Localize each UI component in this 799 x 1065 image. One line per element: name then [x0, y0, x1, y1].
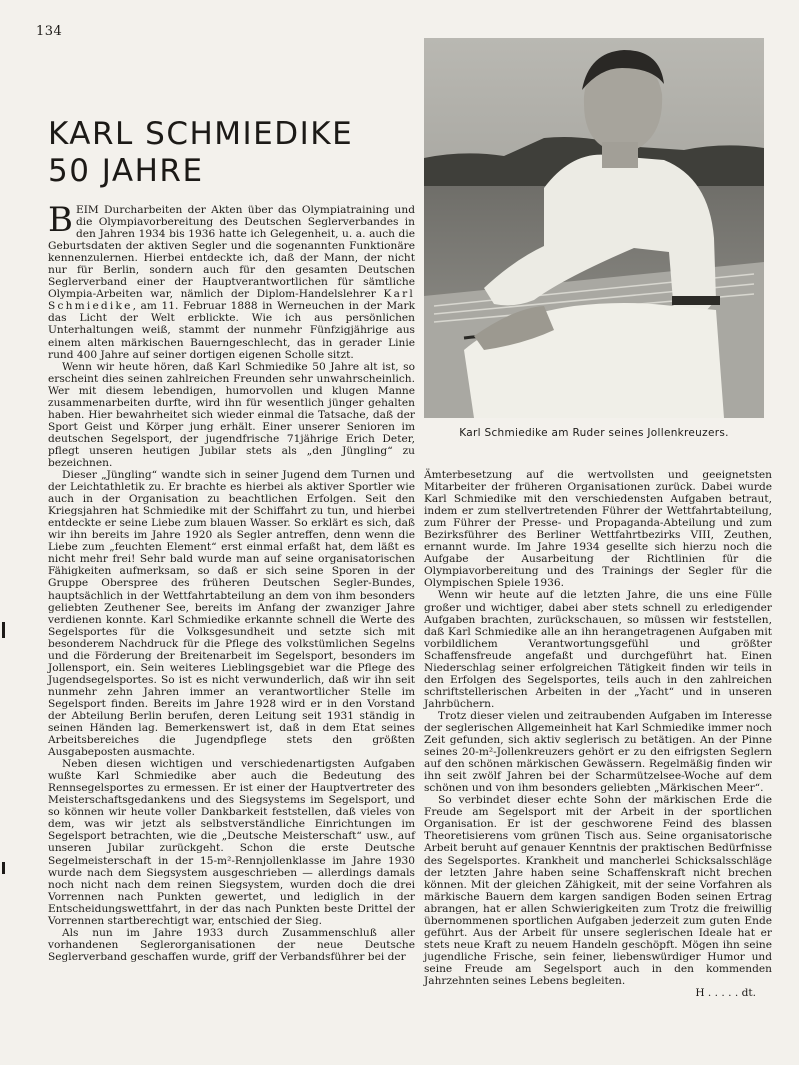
article-title — [48, 116, 408, 190]
margin-mark — [2, 622, 5, 638]
photo-caption: Karl Schmiedike am Ruder seines Jollenkreuzers. — [459, 427, 729, 439]
article-column-left — [48, 200, 415, 963]
paragraph: Dieser „Jüngling“ wandte sich in seiner Jugend dem Turnen und der Leichtathletik zu. Er brachte es hierbei als aktiver Sportler wie auch in der Organisation zu beachtlichen Erfolgen. Seit den Kriegsjahren hat Schmiedike mit der Schiffahrt zu tun, und hierbei entdeckte er seine Liebe zum blauen Wasser. So erklärt es sich, daß wir ihn bereits im Jahre 1920 als Segler antreffen, denn wenn die Liebe zum „feuchten Element“ erst einmal erfaßt hat, dem läßt es nicht mehr frei! Sehr bald wurde man auf seine organisatorischen Fähigkeiten aufmerksam, so daß er sich seine Sporen in der Gruppe Oberspree des früheren Deutschen Segler-Bundes, hauptsächlich in der Wettfahrtabteilung an dem von ihm besonders geliebten Zeuthener See, bereits im Anfang der zwanziger Jahre verdienen konnte. Karl Schmiedike erkannte schnell die Werte des Segelsportes für die Volksgesundheit und setzte sich mit besonderem Nachdruck für die Pflege des volkstümlichen Segelns und die Förderung der Breitenarbeit im Segelsport, besonders im Jollensport, ein. Sein weiteres Lieblingsgebiet war die Pflege des Jugendsegelsportes. So ist es nicht verwunderlich, daß wir ihn seit nunmehr zehn Jahren immer an verantwortlicher Stelle im Segelsport finden. Bereits im Jahre 1928 wird er in den Vorstand der Abteilung Berlin berufen, deren Leitung seit 1931 ständig in seinen Händen lag. Bemerkenswert ist, daß in dem Etat seines Arbeitsbereiches die Jugendpflege stets den größten Ausgabeposten ausmachte. — [48, 469, 415, 759]
paragraph: Ämterbesetzung auf die wertvollsten und geeignetsten Mitarbeiter der früheren Organisationen zurück. Dabei wurde Karl Schmiedike mit den verschiedensten Aufgaben betraut, indem er zum stellvertretenden Führer der Wettfahrtabteilung, zum Führer der Presse- und Propaganda-Abteilung und zum Bezirksführer des Berliner Wettfahrtbezirks VIII, Zeuthen, ernannt wurde. Im Jahre 1934 gesellte sich hierzu noch die Aufgabe der Ausarbeitung der Richtlinien für die Olympiavorbereitung und des Trainings der Segler für die Olympischen Spiele 1936. — [424, 469, 772, 590]
article-column-right — [424, 469, 772, 999]
page-number: 134 — [36, 24, 63, 39]
drop-cap: B — [48, 200, 73, 240]
spaced-name: Karl Schmiedike — [48, 288, 415, 313]
title-line-name: KARL SCHMIEDIKE — [48, 116, 354, 152]
paragraph-text: , am 11. Februar 1888 in Werneuchen in der Mark das Licht der Welt erblickte. Wie ich aus persönlichen Unterhaltungen weiß, stammt der nunmehr Fünfzigjährige aus einem alten märkischen Bauerngeschlecht, das in gerader Linie rund 400 Jahre auf seiner dortigen eigenen Scholle sitzt. — [48, 300, 415, 361]
margin-mark — [2, 862, 5, 874]
paragraph: Neben diesen wichtigen und verschiedenartigsten Aufgaben wußte Karl Schmiedike aber auch die Bedeutung des Rennsegelsportes zu ermessen. Er ist einer der Hauptvertreter des Meisterschaftsgedankens und des Siegsystems im Segelsport, und so können wir heute voller Dankbarkeit feststellen, daß vieles von dem, was wir jetzt als selbstverständliche Einrichtungen im Segelsport betrachten, wie die „Deutsche Meisterschaft“ usw., auf unseren Jubilar zurückgeht. Schon die erste Deutsche Segelmeisterschaft in der 15-m²-Rennjollenklasse im Jahre 1930 wurde nach dem Siegsystem ausgeschrieben — allerdings damals noch nicht nach dem reinen Siegsystem, wurden doch die drei Vorrennen nach Punkten gewertet, und lediglich in der Entscheidungswettfahrt, in der das nach Punkten beste Drittel der Vorrennen startberechtigt war, entschied der Sieg. — [48, 758, 415, 927]
title-line-age: 50 JAHRE — [48, 153, 204, 189]
paragraph: Als nun im Jahre 1933 durch Zusammenschluß aller vorhandenen Seglerorganisationen der neue Deutsche Seglerverband geschaffen wurde, griff der Verbandsführer bei der — [48, 926, 415, 963]
paragraph: Wenn wir heute hören, daß Karl Schmiedike 50 Jahre alt ist, so erscheint dies seinen zahlreichen Freunden sehr unwahrscheinlich. Wer mit diesem lebendigen, humorvollen und klugen Manne zusammenarbeiten durfte, wird ihn für wesentlich jünger gehalten haben. Hier bewahrheitet sich wieder einmal die Tatsache, daß der Sport Geist und Körper jung erhält. Einer unserer Senioren im deutschen Segelsport, der jugendfrische 71jährige Erich Deter, pflegt unseren heutigen Jubilar stets als „den Jüngling“ zu bezeichnen. — [48, 360, 415, 469]
paragraph: Wenn wir heute auf die letzten Jahre, die uns eine Fülle großer und wichtiger, dabei aber stets schnell zu erledigender Aufgaben brachten, zurückschauen, so müssen wir feststellen, daß Karl Schmiedike alle an ihn herangetragenen Aufgaben mit vorbildlichem Verantwortungsgefühl und größter Schaffensfreude angefaßt und durchgeführt hat. Einen Niederschlag seiner erfolgreichen Tätigkeit finden wir teils in den Erfolgen des Segelsportes, teils auch in den zahlreichen schriftstellerischen Arbeiten in der „Yacht“ und in unseren Jahrbüchern. — [424, 589, 772, 710]
author-signature: H . . . . . dt. — [695, 987, 756, 1000]
paragraph — [48, 200, 415, 361]
paragraph: Trotz dieser vielen und zeitraubenden Aufgaben im Interesse der seglerischen Allgemeinheit hat Karl Schmiedike immer noch Zeit gefunden, sich aktiv seglerisch zu betätigen. An der Pinne seines 20-m²-Jollenkreuzers gehört er zu den eifrigsten Seglern auf den schönen märkischen Gewässern. Regelmäßig finden wir ihn seit zwölf Jahren bei der Scharmützelsee-Woche auf dem schönen und von ihm besonders geliebten „Märkischen Meer“. — [424, 709, 772, 795]
portrait-photo — [424, 38, 764, 418]
paragraph: So verbindet dieser echte Sohn der märkischen Erde die Freude am Segelsport mit der Arbeit in der sportlichen Organisation. Er ist der geschworene Feind des blassen Theoretisierens vom grünen Tisch aus. Seine organisatorische Arbeit beruht auf genauer Kenntnis der praktischen Bedürfnisse des Segelsportes. Krankheit und mancherlei Schicksalsschläge der letzten Jahre haben seine Schaffenskraft nicht brechen können. Mit der gleichen Zähigkeit, mit der seine Vorfahren als märkische Bauern dem kargen sandigen Boden seinen Ertrag abrangen, hat er allen Schwierigkeiten zum Trotz die freiwillig übernommenen sportlichen Aufgaben jederzeit zum guten Ende geführt. Aus der Arbeit für unsere seglerischen Ideale hat er stets neue Kraft zu neuem Handeln geschöpft. Mögen ihn seine jugendliche Frische, sein feiner, liebenswürdiger Humor und seine Freude am Segelsport auch in den kommenden Jahrzehnten seines Lebens begleiten. — [424, 794, 772, 987]
paragraph-text: EIM Durcharbeiten der Akten über das Olympiatraining und die Olympiavorbereitung des Deutschen Seglerverbandes in den Jahren 1934 bis 1936 hatte ich Gelegenheit, u. a. auch die Geburtsdaten der aktiven Segler und die sogenannten Funktionäre kennenzulernen. Hierbei entdeckte ich, daß der Mann, der nicht nur für Berlin, sondern auch für den gesamten Deutschen Seglerverband einer der Hauptverantwortlichen für sämtliche Olympia-Arbeiten war, nämlich der Diplom-Handelslehrer — [48, 204, 415, 301]
portrait-photo-image — [424, 38, 764, 418]
